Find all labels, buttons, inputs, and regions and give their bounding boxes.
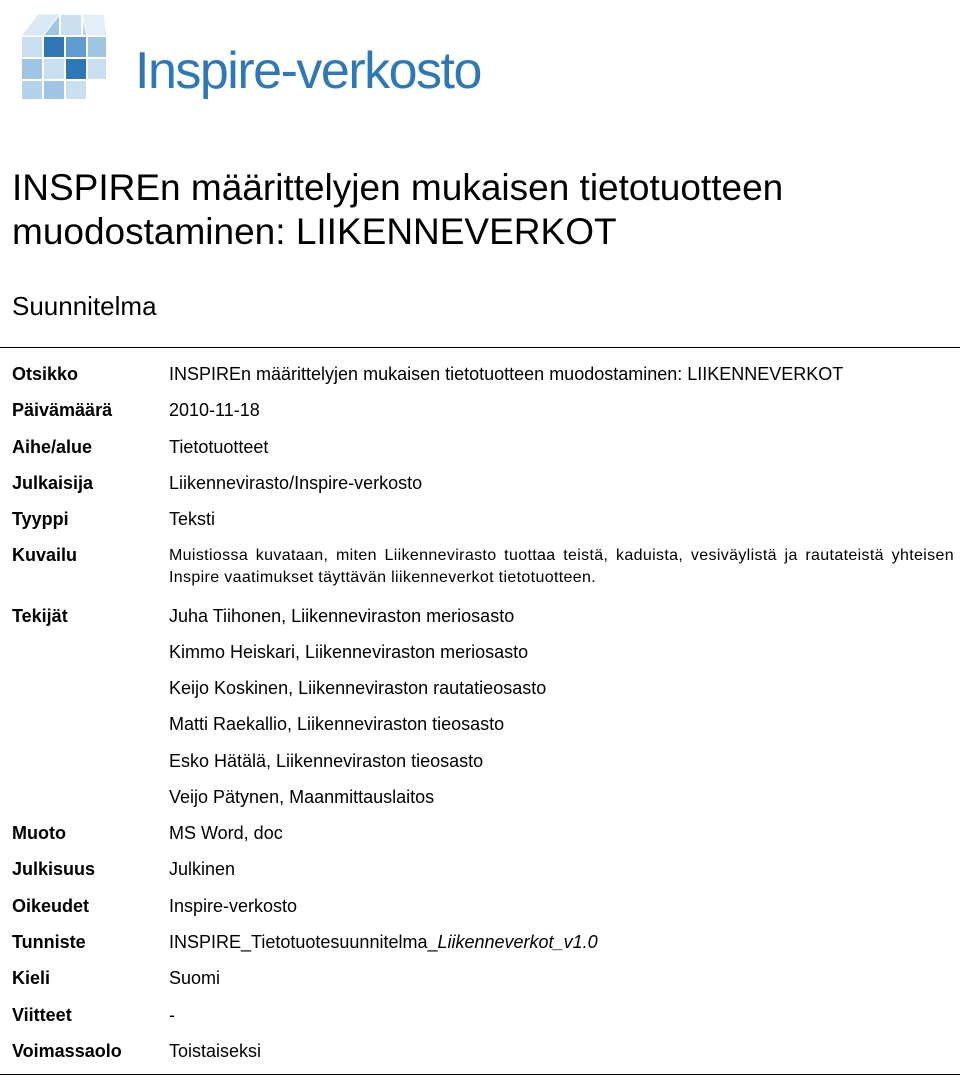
label-julkaisija: Julkaisija xyxy=(12,473,94,493)
label-aihealue: Aihe/alue xyxy=(12,437,93,457)
tunniste-suffix: Liikenneverkot_v1.0 xyxy=(437,932,598,952)
inspire-logo xyxy=(18,12,481,102)
value-voimassaolo: Toistaiseksi xyxy=(169,1041,262,1061)
author-item: Kimmo Heiskari, Liikenneviraston meriosasto xyxy=(169,642,529,662)
author-item: Juha Tiihonen, Liikenneviraston meriosasto xyxy=(169,606,515,626)
bottom-divider xyxy=(0,1074,960,1075)
value-viitteet: - xyxy=(169,1005,175,1025)
document-subtitle: Suunnitelma xyxy=(12,291,157,321)
label-julkisuus: Julkisuus xyxy=(12,859,96,879)
label-paivamaara: Päivämäärä xyxy=(12,400,113,420)
value-muoto: MS Word, doc xyxy=(169,823,283,843)
value-tunniste xyxy=(169,931,598,953)
label-muoto: Muoto xyxy=(12,823,66,843)
tunniste-prefix: INSPIRE_Tietotuotesuunnitelma_ xyxy=(169,932,438,952)
label-voimassaolo: Voimassaolo xyxy=(12,1041,122,1061)
author-item: Matti Raekallio, Liikenneviraston tieosasto xyxy=(169,714,505,734)
logo-cube-icon xyxy=(18,12,110,102)
value-kuvailu: Muistiossa kuvataan, miten Liikennevirasto tuottaa teistä, kaduista, vesiväylistä ja rautateistä yhteisen Inspire vaatimukset täyttävän liikenneverkot tietotuotteen. xyxy=(169,547,954,586)
document-title: INSPIREn määrittelyjen mukaisen tietotuotteen muodostaminen: LIIKENNEVERKOT xyxy=(12,167,784,252)
author-item: Esko Hätälä, Liikenneviraston tieosasto xyxy=(169,751,484,771)
label-viitteet: Viitteet xyxy=(12,1005,72,1025)
label-oikeudet: Oikeudet xyxy=(12,896,90,916)
value-tyyppi: Teksti xyxy=(169,509,216,529)
top-divider xyxy=(0,347,960,348)
label-tekijat: Tekijät xyxy=(12,606,68,626)
author-item: Keijo Koskinen, Liikenneviraston rautatieosasto xyxy=(169,678,547,698)
value-kieli: Suomi xyxy=(169,968,221,988)
label-otsikko: Otsikko xyxy=(12,364,79,384)
value-aihealue: Tietotuotteet xyxy=(169,437,269,457)
value-otsikko: INSPIREn määrittelyjen mukaisen tietotuotteen muodostaminen: LIIKENNEVERKOT xyxy=(169,364,844,384)
value-paivamaara: 2010-11-18 xyxy=(169,400,260,420)
value-julkaisija: Liikennevirasto/Inspire-verkosto xyxy=(169,473,423,493)
label-kieli: Kieli xyxy=(12,968,51,988)
value-oikeudet: Inspire-verkosto xyxy=(169,896,298,916)
value-julkisuus: Julkinen xyxy=(169,859,236,879)
label-kuvailu: Kuvailu xyxy=(12,545,78,565)
label-tunniste: Tunniste xyxy=(12,932,86,952)
author-item: Veijo Pätynen, Maanmittauslaitos xyxy=(169,787,435,807)
label-tyyppi: Tyyppi xyxy=(12,509,69,529)
logo-wordmark: Inspire-verkosto xyxy=(135,42,481,100)
